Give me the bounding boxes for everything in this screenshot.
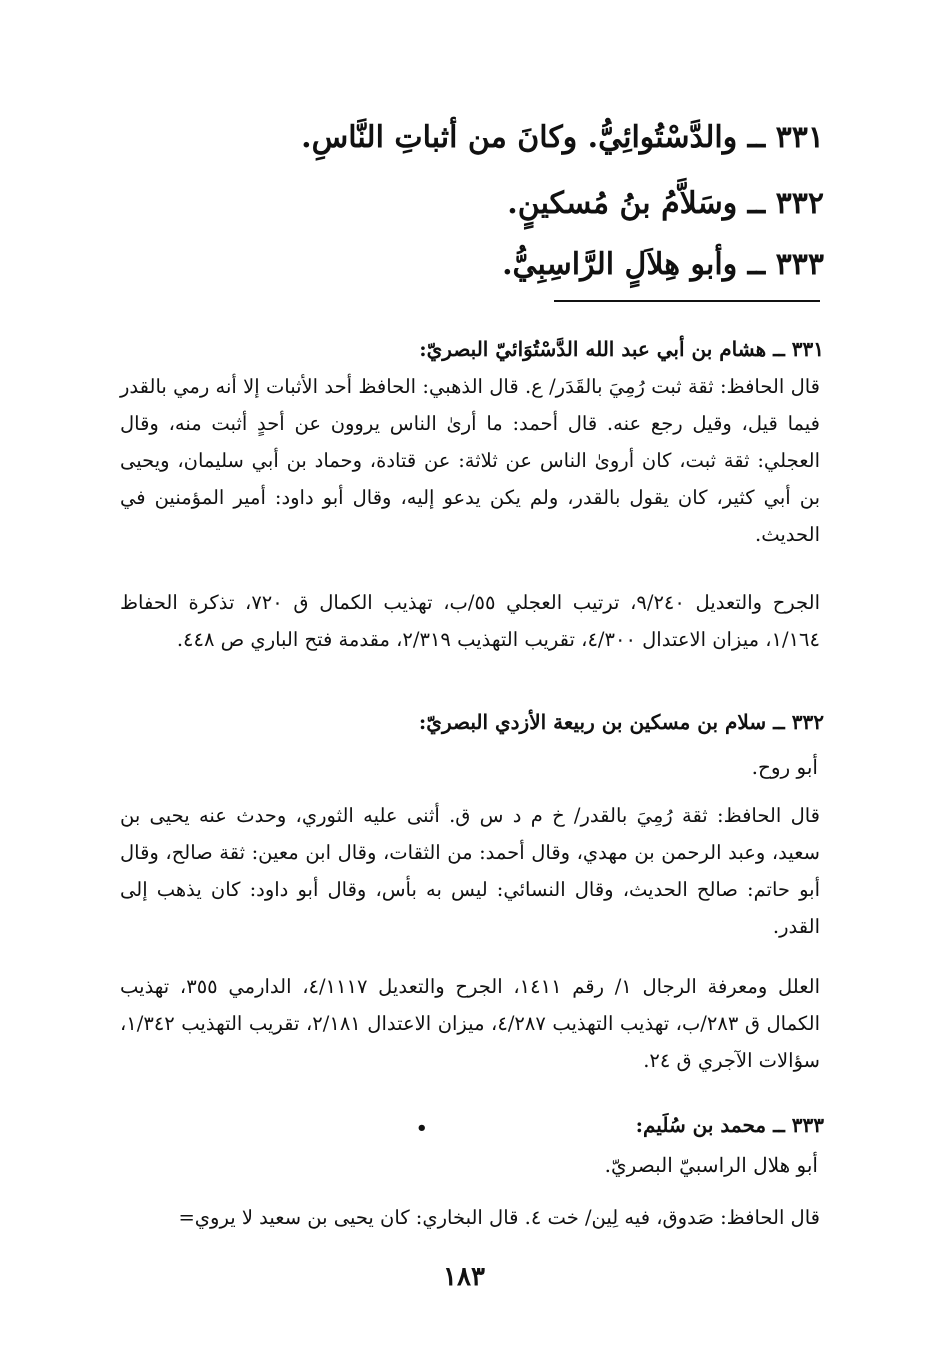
entry-332-heading: ٣٣٢ ــ سلام بن مسكين بن ربيعة الأزدي البصريّ: — [418, 710, 824, 734]
entry-331-body: قال الحافظ: ثقة ثبت رُمِيَ بالقَدَر/ ع. قال الذهبي: الحافظ أحد الأثبات إلا أنه رمي بالقدر فيما قيل، وقيل رجع عنه. قال أحمد: ما أرىٰ الناس يروون عن أحدٍ أثبت منه، وقال العجلي: ثقة ثبت، كان أروىٰ الناس عن ثلاثة: عن قتادة، وحماد بن أبي سليمان، ويحيى بن أبي كثير، كان يقول بالقدر، ولم يكن يدعو إليه، وقال أبو داود: أمير المؤمنين في الحديث. — [120, 375, 820, 546]
page-number: ١٨٣ — [443, 1262, 485, 1292]
entry-332-references: العلل ومعرفة الرجال ١/ رقم ١٤١١، الجرح والتعديل ٤/١١١٧، الدارمي ٣٥٥، تهذيب الكمال ق ٢٨٣/ب، تهذيب التهذيب ٤/٢٨٧، ميزان الاعتدال ٢/١٨١، تقريب التهذيب ١/٣٤٢، سؤالات الآجري ق ٢٤. — [120, 975, 820, 1072]
entry-332-body: قال الحافظ: ثقة رُمِيَ بالقدر/ خ م د س ق. أثنى عليه الثوري، وحدث عنه يحيى بن سعيد، وعبد الرحمن بن مهدي، وقال أحمد: من الثقات، وقال ابن معين: ثقة صالح، وقال أبو حاتم: صالح الحديث، وقال النسائي: ليس به بأس، وقال أبو داود: كان يذهب إلى القدر. — [120, 804, 820, 938]
entry-333-marker: • — [416, 1118, 428, 1139]
entry-331-heading: ٣٣١ ــ هشام بن أبي عبد الله الدَّسْتُوَائيّ البصريّ: — [419, 337, 824, 361]
entry-333-body: قال الحافظ: صَدوق، فيه لِين/ خت ٤. قال البخاري: كان يحيى بن سعيد لا يروي= — [178, 1206, 820, 1229]
entry-333-heading: ٣٣٣ ــ محمد بن سُلَيم: — [635, 1113, 824, 1137]
footnote-divider — [554, 300, 820, 302]
verse-331: ٣٣١ ــ والدَّسْتُوائِيُّ. وكانَ من أثباتِ النَّاسِ. — [301, 120, 824, 155]
entry-331-references: الجرح والتعديل ٩/٢٤٠، ترتيب العجلي ٥٥/ب، تهذيب الكمال ق ٧٢٠، تذكرة الحفاظ ١/١٦٤، ميزان الاعتدال ٤/٣٠٠، تقريب التهذيب ٢/٣١٩، مقدمة فتح الباري ص ٤٤٨. — [120, 591, 820, 651]
verse-333: ٣٣٣ ــ وأبو هِلاَلٍ الرَّاسِبِيُّ. — [502, 247, 824, 282]
verse-332: ٣٣٢ ــ وسَلاَّمُ بنُ مُسكينٍ. — [507, 186, 824, 221]
entry-332-kunya: أبو روح. — [751, 755, 818, 779]
entry-333-kunya: أبو هلال الراسبيّ البصريّ. — [604, 1153, 818, 1177]
